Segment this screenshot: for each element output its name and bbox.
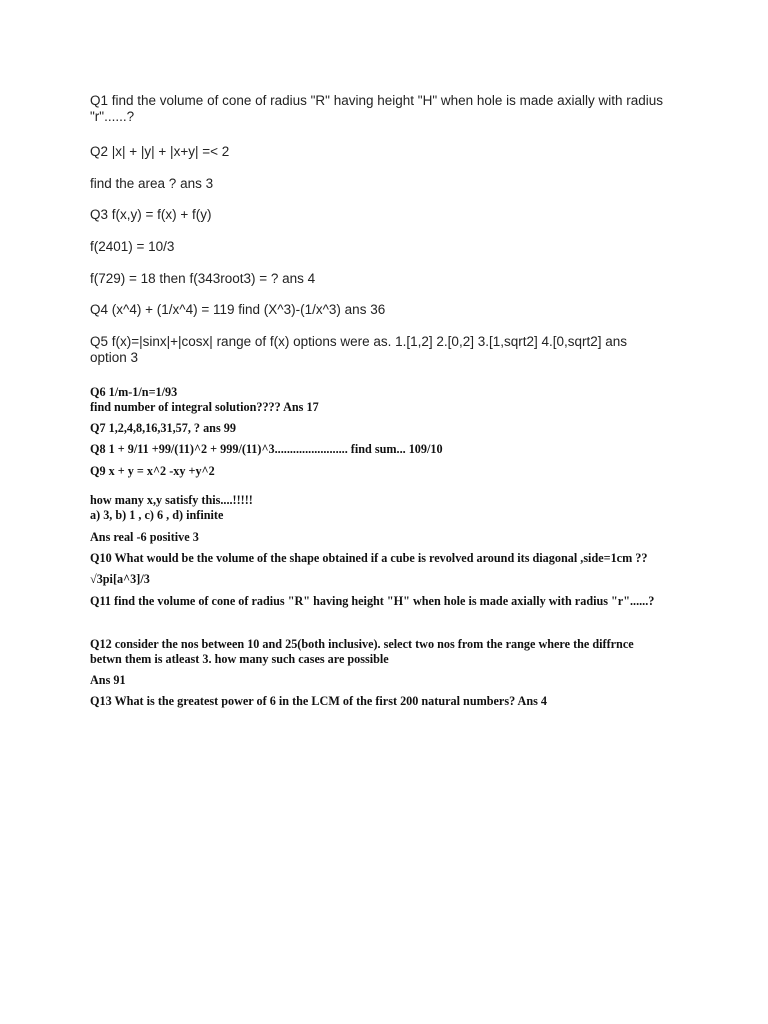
question-9: Q9 x + y = x^2 -xy +y^2: [90, 464, 215, 478]
question-1: Q1 find the volume of cone of radius "R" having height "H" when hole is made axially with radius "r"......?: [90, 93, 663, 124]
question-5: Q5 f(x)=|sinx|+|cosx| range of f(x) options were as. 1.[1,2] 2.[0,2] 3.[1,sqrt2] 4.[0,sqrt2] ans option 3: [90, 334, 628, 365]
question-9-answer: Ans real -6 positive 3: [90, 530, 199, 544]
question-12: [90, 637, 710, 667]
question-9-line-3: a) 3, b) 1 , c) 6 , d) infinite: [90, 508, 224, 522]
question-11: Q11 find the volume of cone of radius "R" having height "H" when hole is made axially with radius "r"......?: [90, 594, 655, 608]
question-8: Q8 1 + 9/11 +99/(11)^2 + 999/(11)^3........................ find sum... 109/10: [90, 442, 443, 456]
question-3-line-2: f(2401) = 10/3: [90, 239, 175, 254]
question-7: Q7 1,2,4,8,16,31,57, ? ans 99: [90, 421, 236, 435]
question-6: [90, 385, 710, 415]
question-12-answer: Ans 91: [90, 673, 126, 687]
question-4: Q4 (x^4) + (1/x^4) = 119 find (X^3)-(1/x^3) ans 36: [90, 302, 386, 317]
question-12-line-1: Q12 consider the nos between 10 and 25(both inclusive). select two nos from the range where the diffrnce: [90, 637, 634, 651]
question-2: Q2 |x| + |y| + |x+y| =< 2: [90, 144, 230, 159]
question-9-details: [90, 493, 710, 523]
question-10: Q10 What would be the volume of the shape obtained if a cube is revolved around its diagonal ,side=1cm ??: [90, 551, 648, 565]
question-12-line-2: betwn them is atleast 3. how many such cases are possible: [90, 652, 389, 666]
question-9-line-2: how many x,y satisfy this....!!!!!: [90, 493, 253, 507]
question-6-line-2: find number of integral solution???? Ans 17: [90, 400, 319, 414]
question-2-answer: find the area ? ans 3: [90, 176, 214, 191]
question-10-answer: √3pi[a^3]/3: [90, 572, 150, 586]
question-3: Q3 f(x,y) = f(x) + f(y): [90, 207, 212, 222]
question-13: Q13 What is the greatest power of 6 in the LCM of the first 200 natural numbers? Ans 4: [90, 694, 548, 708]
question-3-line-3: f(729) = 18 then f(343root3) = ? ans 4: [90, 271, 316, 286]
question-6-line-1: Q6 1/m-1/n=1/93: [90, 385, 178, 399]
